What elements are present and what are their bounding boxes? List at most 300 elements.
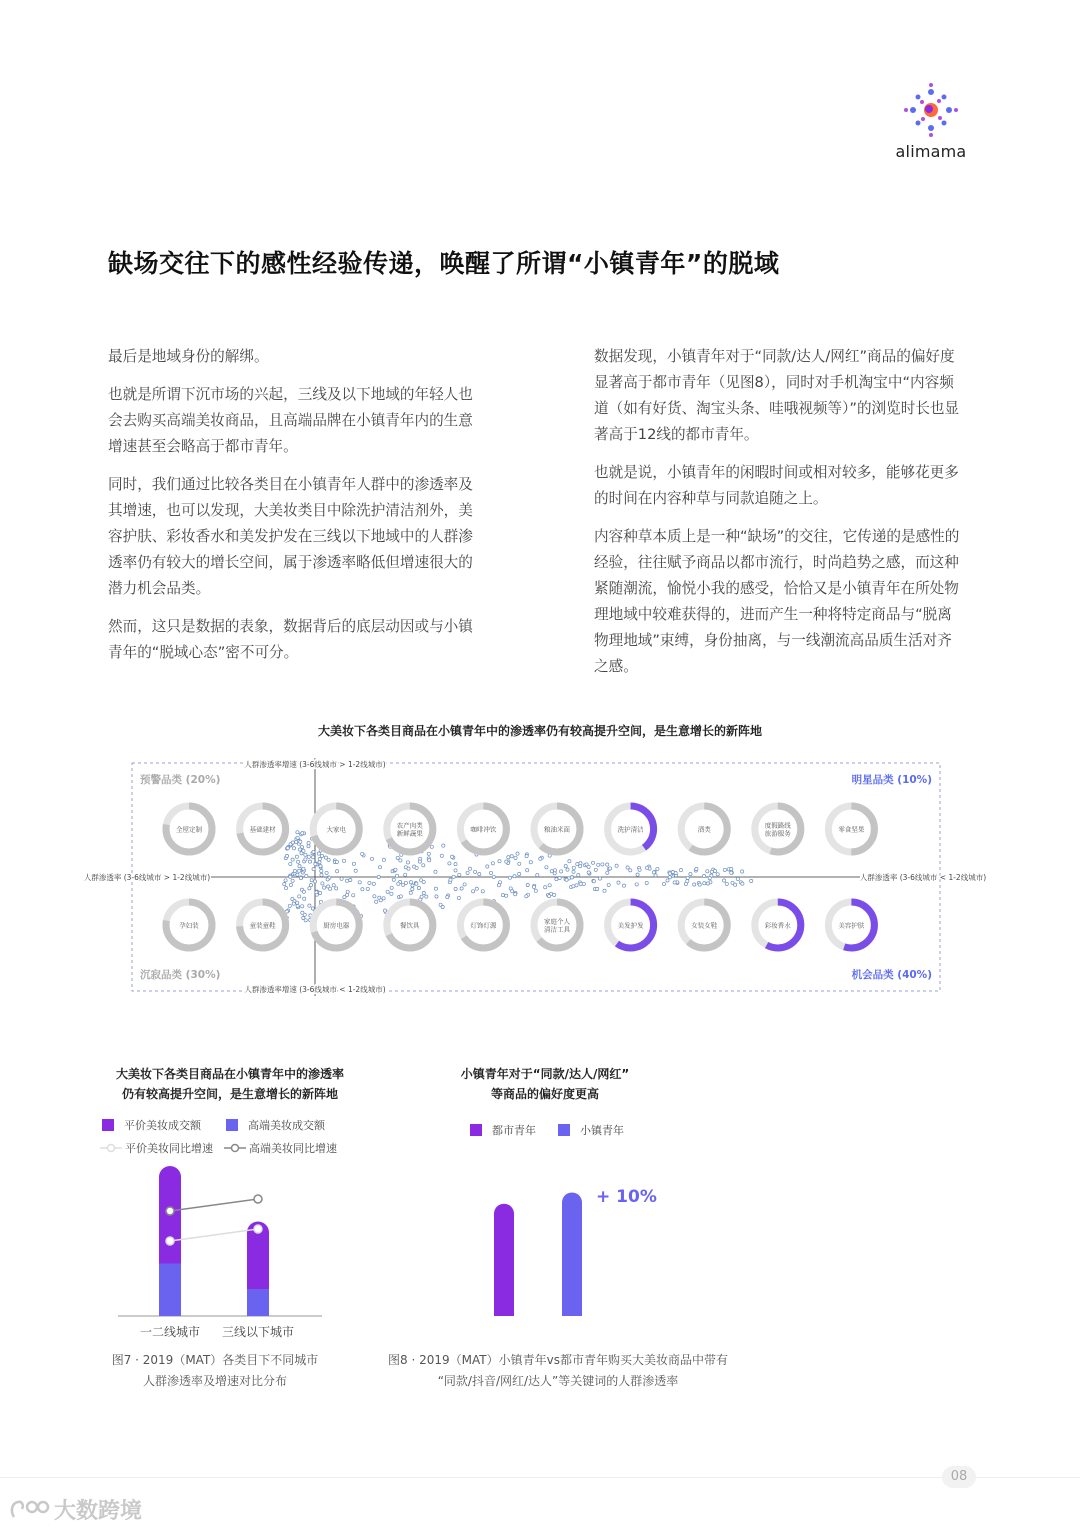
scatter-point bbox=[422, 891, 425, 894]
scatter-point bbox=[736, 877, 739, 880]
scatter-point bbox=[457, 896, 460, 899]
scatter-point bbox=[626, 866, 629, 869]
scatter-point bbox=[594, 868, 597, 871]
scatter-point bbox=[418, 860, 421, 863]
scatter-point bbox=[518, 872, 521, 875]
scatter-point bbox=[304, 853, 307, 856]
scatter-point bbox=[289, 862, 292, 865]
bar-urban-youth bbox=[494, 1204, 514, 1316]
chart8-title-line2: 等商品的偏好度更高 bbox=[490, 1087, 599, 1101]
scatter-point bbox=[390, 886, 393, 889]
scatter-point bbox=[576, 863, 579, 866]
scatter-point bbox=[656, 867, 659, 870]
legend-label: 小镇青年 bbox=[580, 1124, 624, 1137]
legend-line-icon bbox=[224, 1143, 246, 1153]
scatter-point bbox=[430, 845, 433, 848]
alimama-logo-icon bbox=[888, 82, 974, 142]
scatter-point bbox=[539, 857, 542, 860]
scatter-point bbox=[361, 852, 364, 855]
scatter-point bbox=[723, 879, 726, 882]
caption-line: 图8 · 2019（MAT）小镇青年vs都市青年购买大美妆商品中带有 bbox=[388, 1353, 728, 1367]
scatter-point bbox=[710, 870, 713, 873]
axis-bottom-label: 人群渗透率增速 (3-6线城市 < 1-2线城市) bbox=[244, 985, 386, 994]
scatter-point bbox=[319, 865, 322, 868]
legend-swatch bbox=[558, 1124, 570, 1136]
legend-label: 高端美妆同比增速 bbox=[249, 1142, 337, 1155]
scatter-point bbox=[366, 887, 369, 890]
scatter-point bbox=[312, 850, 315, 853]
scatter-point bbox=[440, 854, 443, 857]
scatter-point bbox=[668, 876, 671, 879]
scatter-point bbox=[302, 867, 305, 870]
scatter-point bbox=[361, 888, 364, 891]
scatter-point bbox=[352, 894, 355, 897]
scatter-point bbox=[285, 854, 288, 857]
scatter-point bbox=[505, 894, 508, 897]
paragraph: 最后是地域身份的解绑。 bbox=[108, 348, 269, 365]
category-donut bbox=[387, 902, 433, 948]
chart7-legend-item bbox=[100, 1140, 213, 1156]
scatter-point bbox=[368, 881, 371, 884]
quadrant-figure-title: 大美妆下各类目商品在小镇青年中的渗透率仍有较高提升空间，是生意增长的新阵地 bbox=[317, 724, 762, 738]
scatter-point bbox=[579, 882, 582, 885]
chart7-legend-item bbox=[224, 1140, 337, 1156]
scatter-point bbox=[392, 878, 395, 881]
scatter-point bbox=[382, 897, 385, 900]
scatter-point bbox=[629, 869, 632, 872]
scatter-point bbox=[652, 871, 655, 874]
donut-label: 旅游服务 bbox=[764, 829, 791, 838]
donut-label: 灯饰灯源 bbox=[470, 921, 497, 930]
scatter-point bbox=[703, 882, 706, 885]
scatter-point bbox=[434, 870, 437, 873]
scatter-point bbox=[320, 854, 323, 857]
growth-point bbox=[254, 1195, 262, 1203]
category-donut bbox=[460, 806, 506, 852]
chart7-title-line2: 仍有较高提升空间，是生意增长的新阵地 bbox=[121, 1087, 338, 1101]
alimama-logo bbox=[888, 82, 974, 162]
scatter-point bbox=[615, 864, 618, 867]
growth-line bbox=[170, 1199, 258, 1211]
bar-town-youth bbox=[562, 1192, 582, 1316]
bar-premium bbox=[247, 1289, 269, 1316]
scatter-point bbox=[568, 860, 571, 863]
category-donut bbox=[240, 806, 286, 852]
logo-text: alimama bbox=[895, 142, 967, 161]
x-tick-label: 三线以下城市 bbox=[221, 1325, 295, 1339]
scatter-point bbox=[310, 879, 313, 882]
category-donut bbox=[828, 902, 874, 948]
quadrant-warning-label: 预警品类 (20%) bbox=[140, 774, 221, 786]
scatter-point bbox=[458, 873, 461, 876]
scatter-point bbox=[592, 880, 595, 883]
scatter-point bbox=[466, 871, 469, 874]
chart8-plot bbox=[470, 1170, 670, 1320]
scatter-point bbox=[422, 864, 425, 867]
scatter-point bbox=[514, 893, 517, 896]
scatter-point bbox=[312, 868, 315, 871]
scatter-point bbox=[372, 882, 375, 885]
scatter-point bbox=[689, 873, 692, 876]
scatter-point bbox=[289, 875, 292, 878]
scatter-point bbox=[317, 852, 320, 855]
scatter-point bbox=[422, 880, 425, 883]
scatter-point bbox=[532, 885, 535, 888]
scatter-point bbox=[342, 859, 345, 862]
scatter-point bbox=[498, 860, 501, 863]
scatter-point bbox=[332, 884, 335, 887]
donut-label: 家庭个人 bbox=[544, 917, 570, 926]
scatter-point bbox=[298, 895, 301, 898]
scatter-point bbox=[607, 883, 610, 886]
paragraph: 同时，我们通过比较各类目在小镇青年人群中的渗透率及其增速，也可以发现，大美妆类目中除洗护清洁剂外，美容护肤、彩妆香水和美发护发在三线以下地域中的人群渗透率仍有较大的增长空间，属于渗透率略低但增速很大的潜力机会品类。 bbox=[108, 476, 473, 597]
left-column bbox=[108, 344, 480, 678]
scatter-point bbox=[298, 865, 301, 868]
scatter-point bbox=[510, 855, 513, 858]
scatter-point bbox=[308, 904, 311, 907]
scatter-point bbox=[662, 882, 665, 885]
scatter-point bbox=[404, 873, 407, 876]
scatter-point bbox=[315, 891, 318, 894]
scatter-point bbox=[346, 890, 349, 893]
scatter-point bbox=[725, 882, 728, 885]
chart8-caption bbox=[378, 1350, 738, 1392]
scatter-point bbox=[301, 911, 304, 914]
category-donut bbox=[534, 902, 580, 948]
scatter-point bbox=[638, 868, 641, 871]
scatter-point bbox=[526, 869, 529, 872]
paragraph: 内容种草本质上是一种“缺场”的交往，它传递的是感性的经验，往往赋予商品以都市流行，时尚趋势之感，而这种紧随潮流，愉悦小我的感受，恰恰又是小镇青年在所处物理地域中较难获得的，进而产生一种将特定商品与“脱离物理地域”束缚，身份抽离，与一线潮流高品质生活对齐之感。 bbox=[594, 528, 960, 675]
donut-label: 洗护清洁 bbox=[617, 825, 644, 834]
scatter-point bbox=[340, 877, 343, 880]
right-column bbox=[594, 344, 966, 692]
scatter-point bbox=[291, 841, 294, 844]
paragraph: 也就是所谓下沉市场的兴起，三线及以下地域的年轻人也会去购买高端美妆商品，且高端品牌在小镇青年内的生意增速甚至会略高于都市青年。 bbox=[108, 386, 473, 455]
scatter-point bbox=[489, 871, 492, 874]
scatter-point bbox=[292, 902, 295, 905]
donut-label: 度假路线 bbox=[764, 821, 791, 830]
scatter-point bbox=[553, 893, 556, 896]
scatter-point bbox=[283, 883, 286, 886]
scatter-point bbox=[536, 874, 539, 877]
scatter-point bbox=[312, 856, 315, 859]
scatter-point bbox=[335, 860, 338, 863]
chart8-annotation: + 10% bbox=[596, 1187, 657, 1207]
scatter-point bbox=[297, 860, 300, 863]
scatter-point bbox=[463, 883, 466, 886]
axis-left-label: 人群渗透率 (3-6线城市 > 1-2线城市) bbox=[83, 873, 211, 882]
scatter-point bbox=[472, 890, 475, 893]
bar-premium bbox=[159, 1264, 181, 1317]
category-donut bbox=[166, 902, 212, 948]
scatter-point bbox=[716, 873, 719, 876]
legend-swatch bbox=[102, 1119, 114, 1131]
scatter-point bbox=[684, 882, 687, 885]
scatter-point bbox=[415, 882, 418, 885]
scatter-point bbox=[577, 874, 580, 877]
chart7-caption bbox=[95, 1350, 335, 1392]
scatter-point bbox=[460, 887, 463, 890]
chart7-title bbox=[90, 1064, 370, 1104]
scatter-point bbox=[345, 879, 348, 882]
scatter-point bbox=[529, 861, 532, 864]
scatter-point bbox=[548, 884, 551, 887]
quadrant-opportunity-label: 机会品类 (40%) bbox=[851, 969, 932, 981]
scatter-point bbox=[308, 860, 311, 863]
scatter-point bbox=[291, 858, 294, 861]
scatter-point bbox=[478, 873, 481, 876]
scatter-point bbox=[442, 844, 445, 847]
legend-line-icon bbox=[100, 1143, 122, 1153]
growth-point bbox=[166, 1207, 174, 1215]
scatter-point bbox=[601, 863, 604, 866]
scatter-point bbox=[598, 877, 601, 880]
scatter-point bbox=[518, 862, 521, 865]
caption-line: “同款/抖音/网红/达人”等关键词的人群渗透率 bbox=[437, 1374, 679, 1388]
scatter-point bbox=[713, 869, 716, 872]
scatter-point bbox=[516, 852, 519, 855]
scatter-point bbox=[327, 858, 330, 861]
scatter-point bbox=[449, 878, 452, 881]
scatter-point bbox=[468, 867, 471, 870]
scatter-point bbox=[454, 869, 457, 872]
scatter-point bbox=[609, 867, 612, 870]
scatter-point bbox=[635, 883, 638, 886]
growth-line bbox=[170, 1229, 258, 1241]
scatter-point bbox=[420, 895, 423, 898]
chart8-legend-item bbox=[470, 1122, 536, 1138]
scatter-point bbox=[383, 909, 386, 912]
paragraph: 数据发现，小镇青年对于“同款/达人/网红”商品的偏好度显著高于都市青年（见图8），同时对手机淘宝中“内容频道（如有好货、淘宝头条、哇哦视频等）”的浏览时长也显著高于12线的都市青年。 bbox=[594, 348, 960, 443]
scatter-point bbox=[525, 855, 528, 858]
growth-point bbox=[166, 1237, 174, 1245]
scatter-point bbox=[404, 881, 407, 884]
scatter-point bbox=[370, 857, 373, 860]
scatter-point bbox=[375, 900, 378, 903]
scatter-point bbox=[741, 870, 744, 873]
scatter-point bbox=[296, 831, 299, 834]
donut-label: 零食坚果 bbox=[838, 825, 865, 834]
category-donut bbox=[681, 902, 727, 948]
category-donut bbox=[828, 806, 874, 852]
scatter-point bbox=[548, 895, 551, 898]
scatter-point bbox=[435, 895, 438, 898]
chart7-legend-item bbox=[102, 1117, 201, 1133]
scatter-point bbox=[706, 870, 709, 873]
scatter-point bbox=[308, 887, 311, 890]
scatter-point bbox=[534, 889, 537, 892]
scatter-point bbox=[475, 887, 478, 890]
category-donut bbox=[166, 806, 212, 852]
scatter-point bbox=[606, 871, 609, 874]
scatter-point bbox=[289, 883, 292, 886]
scatter-point bbox=[307, 855, 310, 858]
scatter-point bbox=[307, 845, 310, 848]
category-donut bbox=[681, 806, 727, 852]
scatter-point bbox=[396, 856, 399, 859]
scatter-point bbox=[703, 874, 706, 877]
scatter-point bbox=[560, 870, 563, 873]
scatter-point bbox=[706, 882, 709, 885]
paragraph: 也就是说，小镇青年的闲暇时间或相对较多，能够花更多的时间在内容种草与同款追随之上。 bbox=[594, 464, 959, 507]
scatter-point bbox=[319, 891, 322, 894]
donut-label: 农产肉类 bbox=[396, 821, 423, 830]
scatter-point bbox=[553, 869, 556, 872]
scatter-point bbox=[550, 870, 553, 873]
scatter-point bbox=[399, 895, 402, 898]
scatter-point bbox=[318, 861, 321, 864]
scatter-point bbox=[525, 895, 528, 898]
chart7-plot bbox=[110, 1160, 330, 1345]
scatter-point bbox=[352, 862, 355, 865]
scatter-point bbox=[698, 883, 701, 886]
category-donut bbox=[608, 902, 654, 948]
scatter-point bbox=[386, 890, 389, 893]
footer-divider bbox=[0, 1477, 1080, 1478]
quadrant-figure bbox=[70, 752, 1010, 1002]
scatter-point bbox=[572, 870, 575, 873]
scatter-point bbox=[645, 866, 648, 869]
scatter-point bbox=[734, 883, 737, 886]
section-heading: 缺场交往下的感性经验传递，唤醒了所谓“小镇青年”的脱域 bbox=[108, 249, 780, 278]
scatter-point bbox=[296, 836, 299, 839]
scatter-point bbox=[526, 883, 529, 886]
axis-top-label: 人群渗透率增速 (3-6线城市 > 1-2线城市) bbox=[244, 760, 386, 769]
donut-label: 大家电 bbox=[326, 825, 346, 834]
scatter-point bbox=[730, 867, 733, 870]
scatter-point bbox=[481, 890, 484, 893]
category-donut bbox=[755, 806, 801, 852]
scatter-point bbox=[582, 882, 585, 885]
scatter-point bbox=[425, 895, 428, 898]
scatter-point bbox=[304, 858, 307, 861]
scatter-point bbox=[345, 893, 348, 896]
legend-label: 都市青年 bbox=[492, 1124, 536, 1137]
scatter-point bbox=[296, 873, 299, 876]
donut-label: 女装女鞋 bbox=[691, 921, 718, 930]
scatter-point bbox=[497, 884, 500, 887]
scatter-point bbox=[708, 877, 711, 880]
category-donut bbox=[240, 902, 286, 948]
scatter-point bbox=[411, 888, 414, 891]
caption-line: 图7 · 2019（MAT）各类目下不同城市 bbox=[111, 1353, 319, 1367]
scatter-point bbox=[622, 884, 625, 887]
scatter-point bbox=[329, 887, 332, 890]
donut-label: 咖啡冲饮 bbox=[470, 825, 497, 834]
donut-label: 清洁工具 bbox=[544, 925, 570, 934]
scatter-point bbox=[295, 855, 298, 858]
scatter-point bbox=[314, 863, 317, 866]
scatter-point bbox=[428, 859, 431, 862]
scatter-point bbox=[501, 894, 504, 897]
donut-label: 美容护肤 bbox=[838, 921, 865, 930]
scatter-point bbox=[321, 882, 324, 885]
scatter-point bbox=[299, 877, 302, 880]
scatter-point bbox=[723, 868, 726, 871]
scatter-point bbox=[382, 858, 385, 861]
caption-line: 人群渗透率及增速对比分布 bbox=[142, 1374, 287, 1388]
scatter-point bbox=[304, 919, 307, 922]
scatter-point bbox=[336, 870, 339, 873]
scatter-point bbox=[349, 878, 352, 881]
scatter-point bbox=[570, 876, 573, 879]
scatter-point bbox=[441, 905, 444, 908]
scatter-point bbox=[750, 879, 753, 882]
scatter-point bbox=[741, 882, 744, 885]
scatter-point bbox=[296, 904, 299, 907]
scatter-point bbox=[673, 881, 676, 884]
scatter-point bbox=[451, 855, 454, 858]
category-donut bbox=[313, 902, 359, 948]
scatter-point bbox=[730, 871, 733, 874]
scatter-point bbox=[397, 882, 400, 885]
scatter-point bbox=[666, 879, 669, 882]
scatter-point bbox=[446, 896, 449, 899]
page-number: 08 bbox=[942, 1466, 976, 1488]
scatter-point bbox=[513, 875, 516, 878]
scatter-point bbox=[320, 873, 323, 876]
scatter-point bbox=[558, 876, 561, 879]
scatter-point bbox=[286, 847, 289, 850]
donut-label: 酒类 bbox=[697, 825, 711, 834]
scatter-point bbox=[284, 879, 287, 882]
scatter-point bbox=[434, 887, 437, 890]
scatter-point bbox=[486, 865, 489, 868]
donut-label: 新鲜蔬果 bbox=[396, 829, 423, 838]
scatter-point bbox=[298, 869, 301, 872]
scatter-point bbox=[411, 884, 414, 887]
scatter-point bbox=[587, 871, 590, 874]
scatter-point bbox=[399, 859, 402, 862]
x-tick-label: 一二线城市 bbox=[139, 1325, 201, 1339]
scatter-point bbox=[603, 889, 606, 892]
watermark bbox=[8, 1494, 142, 1525]
scatter-point bbox=[572, 885, 575, 888]
scatter-point bbox=[448, 862, 451, 865]
scatter-point bbox=[298, 848, 301, 851]
scatter-point bbox=[454, 887, 457, 890]
scatter-point bbox=[695, 867, 698, 870]
scatter-point bbox=[572, 866, 575, 869]
scatter-point bbox=[575, 884, 578, 887]
scatter-point bbox=[313, 880, 316, 883]
scatter-point bbox=[415, 866, 418, 869]
scatter-point bbox=[452, 875, 455, 878]
scatter-point bbox=[409, 891, 412, 894]
scatter-point bbox=[303, 897, 306, 900]
donut-label: 厨房电器 bbox=[323, 921, 350, 930]
scatter-point bbox=[323, 886, 326, 889]
scatter-point bbox=[545, 866, 548, 869]
scatter-point bbox=[507, 856, 510, 859]
scatter-point bbox=[301, 905, 304, 908]
scatter-point bbox=[296, 901, 299, 904]
chart7-title-line1: 大美妆下各类目商品在小镇青年中的渗透率 bbox=[115, 1067, 344, 1081]
scatter-point bbox=[555, 878, 558, 881]
quadrant-silent-label: 沉寂品类 (30%) bbox=[140, 969, 221, 981]
donut-label: 全屋定制 bbox=[176, 825, 202, 834]
scatter-point bbox=[373, 895, 376, 898]
scatter-point bbox=[379, 866, 382, 869]
scatter-point bbox=[288, 904, 291, 907]
scatter-point bbox=[679, 869, 682, 872]
scatter-point bbox=[354, 869, 357, 872]
scatter-point bbox=[636, 873, 639, 876]
scatter-point bbox=[454, 863, 457, 866]
scatter-point bbox=[309, 884, 312, 887]
scatter-point bbox=[492, 875, 495, 878]
scatter-point bbox=[606, 863, 609, 866]
